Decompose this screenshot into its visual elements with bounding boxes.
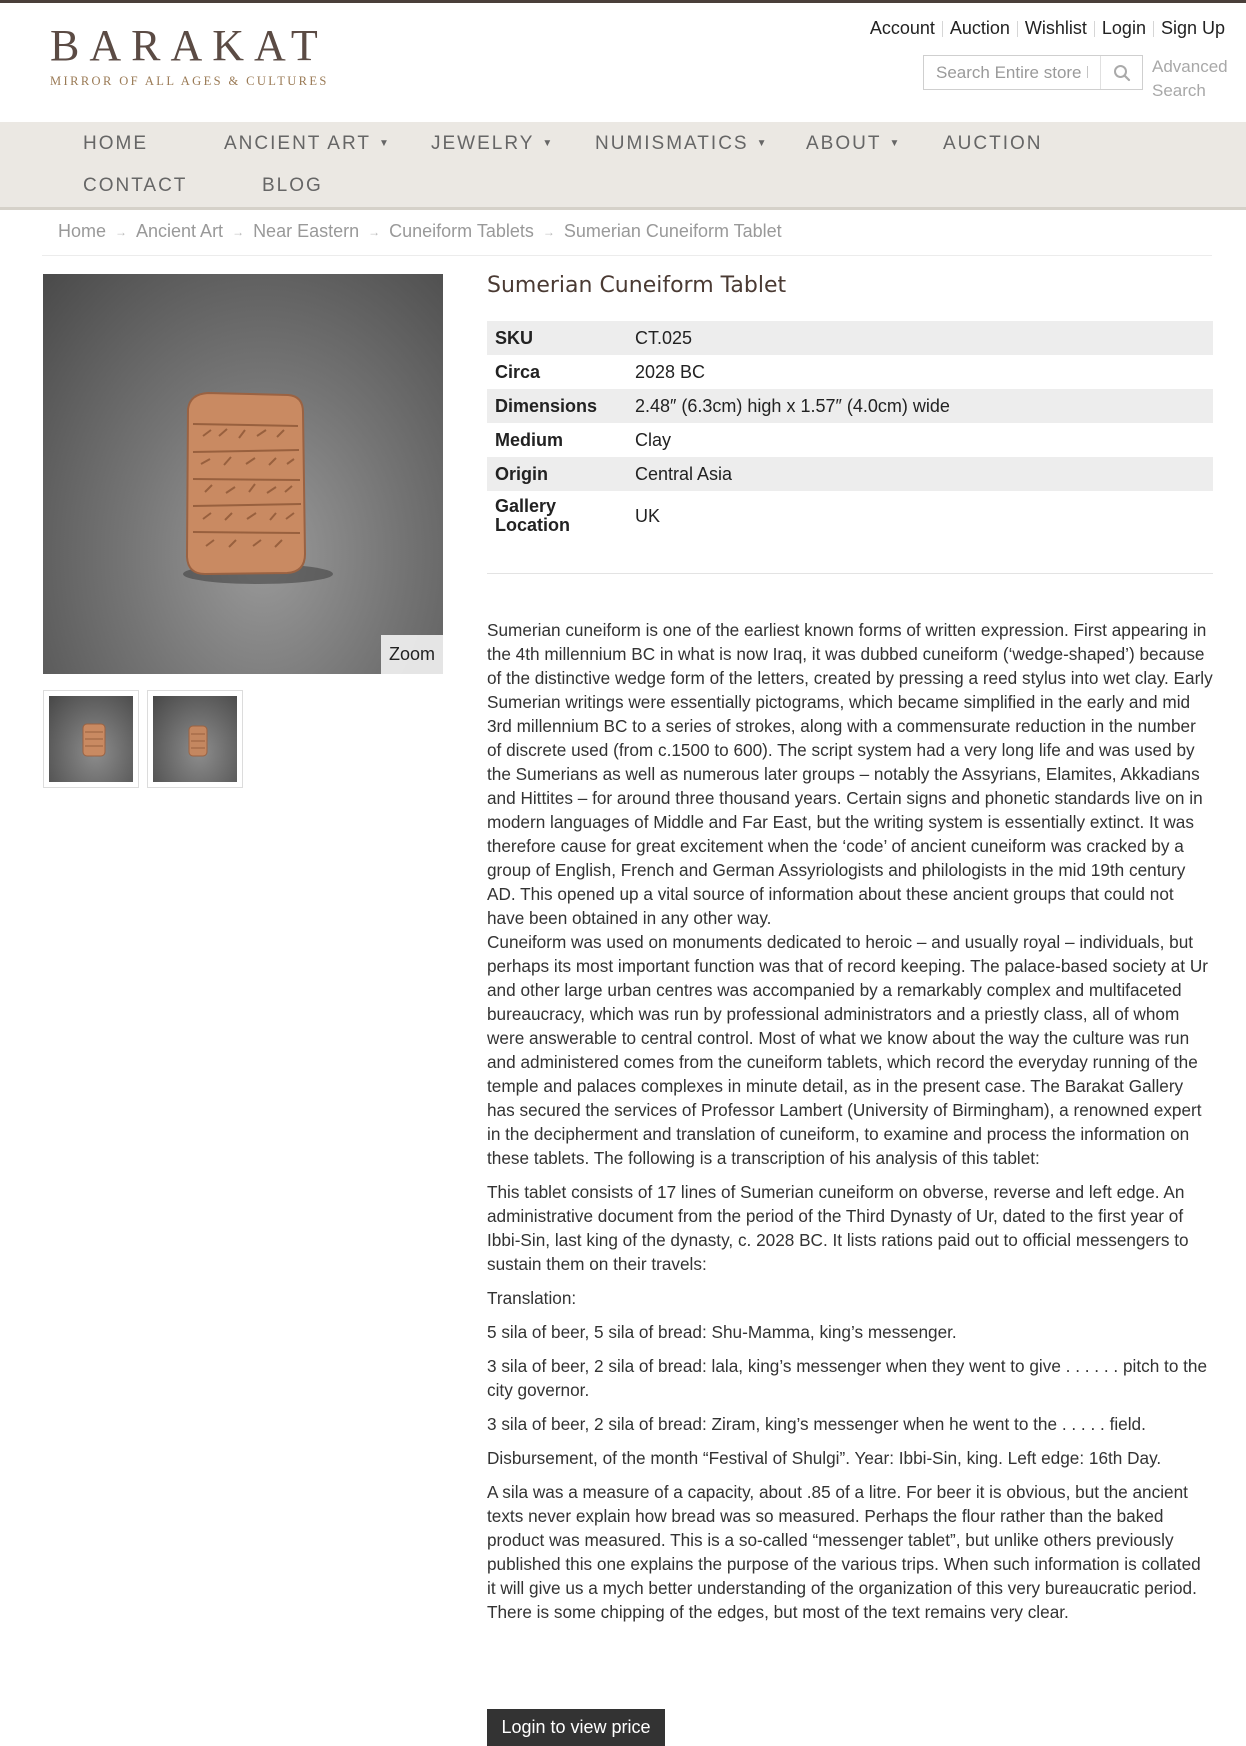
tablet-thumbnail bbox=[49, 696, 133, 782]
spec-row-gallery-location bbox=[487, 491, 1213, 541]
product-title: Sumerian Cuneiform Tablet bbox=[487, 273, 787, 298]
wishlist-link[interactable]: Wishlist bbox=[1024, 18, 1087, 38]
login-link[interactable]: Login bbox=[1101, 18, 1146, 38]
breadcrumb-cuneiform-tablets[interactable]: Cuneiform Tablets bbox=[389, 221, 534, 241]
spec-label: Gallery Location bbox=[487, 491, 627, 541]
nav-blog-label: BLOG bbox=[262, 175, 323, 196]
thumbnail-image bbox=[49, 696, 133, 782]
tablet-illustration bbox=[43, 274, 443, 674]
spec-value: 2.48″ (6.3cm) high x 1.57″ (4.0cm) wide bbox=[627, 389, 1213, 423]
nav-contact[interactable] bbox=[83, 175, 187, 197]
product-description bbox=[487, 618, 1213, 1634]
description-paragraph: Sumerian cuneiform is one of the earliest known forms of written expression. First appearing in the 4th millennium BC in what is now Iraq, it was dubbed cuneiform (‘wedge-shaped’) because of the distinctive wedge form of the letters, created by pressing a reed stylus into wet clay. Early Sumerian writings were essentially pictograms, which became simplified in the early and mid 3rd millennium BC to a series of strokes, along with a commensurate reduction in the number of discrete used (from c.1500 to 600). The script system had a very long life and was used by the Sumerians as well as numerous later groups – notably the Assyrians, Elamites, Akkadians and Hittites – for around three thousand years. Certain signs and phonetic standards live on in modern languages of Middle and Far East, but the writing system is essentially extinct. It was therefore cause for great excitement when the ‘code’ of ancient cuneiform was cracked by a group of English, French and German Assyriologists and philologists in the mid 19th century AD. This opened up a vital source of information about these ancient groups that could not have been obtained in any other way. bbox=[487, 620, 1213, 928]
description-paragraph: 5 sila of beer, 5 sila of bread: Shu-Mamma, king’s messenger. bbox=[487, 1322, 957, 1342]
caret-down-icon: ▼ bbox=[542, 138, 553, 149]
breadcrumb-ancient-art[interactable]: Ancient Art bbox=[136, 221, 224, 241]
spec-value: CT.025 bbox=[627, 321, 1213, 355]
spec-label: Dimensions bbox=[487, 389, 627, 423]
brand-tagline: MIRROR OF ALL AGES & CULTURES bbox=[50, 74, 329, 88]
caret-down-icon: ▼ bbox=[378, 138, 389, 149]
spec-row-origin bbox=[487, 457, 1213, 491]
nav-jewelry[interactable] bbox=[431, 133, 552, 155]
nav-numismatics[interactable] bbox=[595, 133, 767, 155]
arrow-right-icon: → bbox=[542, 224, 555, 239]
divider bbox=[42, 255, 1212, 256]
description-paragraph: Cuneiform was used on monuments dedicated to heroic – and usually royal – individuals, but perhaps its most important function was that of record keeping. The palace-based society at Ur and other large urban centres was accompanied by a remarkably complex and multifaceted bureaucracy, which was run by professional administrators and a priestly class, all of whom were answerable to central control. Most of what we know about the way the culture was run and administered comes from the cuneiform tablets, which record the everyday running of the temple and palaces complexes in minute detail, as in the present case. The Barakat Gallery has secured the services of Professor Lambert (University of Birmingham), a renowned expert in the decipherment and translation of cuneiform, to examine and process the information on these tablets. The following is a transcription of his analysis of this tablet: bbox=[487, 932, 1208, 1168]
thumbnail-image bbox=[153, 696, 237, 782]
spec-label: Circa bbox=[495, 361, 541, 382]
sign-up-link[interactable]: Sign Up bbox=[1160, 18, 1225, 38]
search-icon bbox=[1113, 64, 1131, 82]
nav-blog[interactable] bbox=[262, 175, 323, 197]
caret-down-icon: ▼ bbox=[756, 138, 767, 149]
caret-down-icon: ▼ bbox=[889, 138, 900, 149]
description-paragraph: 3 sila of beer, 2 sila of bread: Ziram, king’s messenger when he went to the . . . . . field. bbox=[487, 1414, 1146, 1434]
spec-value: Central Asia bbox=[627, 457, 1213, 491]
spec-row-sku bbox=[487, 321, 1213, 355]
arrow-right-icon: → bbox=[232, 224, 245, 239]
spec-value: Clay bbox=[635, 429, 672, 450]
thumbnail-1[interactable] bbox=[43, 690, 139, 788]
main-nav bbox=[0, 122, 1246, 210]
breadcrumb-near-eastern[interactable]: Near Eastern bbox=[253, 221, 360, 241]
search-input[interactable] bbox=[924, 56, 1100, 89]
description-paragraph: 3 sila of beer, 2 sila of bread: lala, king’s messenger when they went to give . . . . . . pitch to the city governor. bbox=[487, 1356, 1208, 1400]
zoom-button[interactable]: Zoom bbox=[381, 635, 443, 674]
description-paragraph: Translation: bbox=[487, 1288, 577, 1308]
arrow-right-icon: → bbox=[115, 224, 128, 239]
spec-label: Medium bbox=[495, 429, 564, 450]
nav-numismatics-label: NUMISMATICS bbox=[595, 133, 749, 154]
spec-value: UK bbox=[627, 491, 1213, 541]
nav-jewelry-label: JEWELRY bbox=[431, 133, 535, 154]
login-to-view-price-button[interactable]: Login to view price bbox=[487, 1709, 665, 1746]
description-paragraph: This tablet consists of 17 lines of Sumerian cuneiform on obverse, reverse and left edge. An administrative document from the period of the Third Dynasty of Ur, dated to the first year of Ibbi-Sin, last king of the dynasty, c. 2028 BC. It lists rations paid out to official messengers to sustain them on their travels: bbox=[487, 1182, 1189, 1274]
brand-name: BARAKAT bbox=[50, 21, 328, 70]
thumbnail-2[interactable] bbox=[147, 690, 243, 788]
advanced-search-line1: Advanced bbox=[1152, 57, 1228, 76]
breadcrumb bbox=[58, 221, 782, 242]
nav-about[interactable] bbox=[806, 133, 899, 155]
arrow-right-icon: → bbox=[368, 224, 381, 239]
spec-value: 2028 BC bbox=[635, 361, 706, 382]
breadcrumb-current: Sumerian Cuneiform Tablet bbox=[563, 221, 782, 241]
search-button[interactable] bbox=[1100, 56, 1142, 89]
spec-label: SKU bbox=[487, 321, 627, 355]
tablet-thumbnail bbox=[153, 696, 237, 782]
nav-ancient-art[interactable] bbox=[224, 133, 389, 155]
account-links bbox=[863, 18, 1232, 39]
advanced-search-line2: Search bbox=[1152, 81, 1206, 100]
account-link[interactable]: Account bbox=[869, 18, 935, 38]
nav-home[interactable] bbox=[83, 133, 148, 155]
nav-auction-label: AUCTION bbox=[943, 133, 1043, 154]
spec-row-dimensions bbox=[487, 389, 1213, 423]
top-border bbox=[0, 0, 1246, 3]
description-paragraph: Disbursement, of the month “Festival of Shulgi”. Year: Ibbi-Sin, king. Left edge: 16th Day. bbox=[487, 1448, 1162, 1468]
product-image[interactable] bbox=[43, 274, 443, 674]
description-paragraph: A sila was a measure of a capacity, about .85 of a litre. For beer it is obvious, but the ancient texts never explain how bread was so measured. Perhaps the flour rather than the baked product was measured. This is a so-called “messenger tablet”, but unlike others previously published this one explains the purpose of the various trips. When such information is collated it will give us a mych better understanding of the organization of this very bureaucratic period. There is some chipping of the edges, but most of the text remains very clear. bbox=[487, 1482, 1201, 1622]
divider bbox=[487, 573, 1213, 574]
nav-home-label: HOME bbox=[83, 133, 148, 154]
nav-auction[interactable] bbox=[943, 133, 1043, 155]
advanced-search-link[interactable] bbox=[1152, 55, 1242, 103]
breadcrumb-home[interactable]: Home bbox=[58, 221, 107, 241]
spec-row-medium bbox=[487, 423, 1213, 457]
spec-label: Origin bbox=[487, 457, 627, 491]
nav-ancient-art-label: ANCIENT ART bbox=[224, 133, 371, 154]
brand-logo[interactable] bbox=[50, 21, 330, 89]
spec-row-circa bbox=[487, 355, 1213, 389]
spec-table bbox=[487, 321, 1213, 541]
nav-about-label: ABOUT bbox=[806, 133, 882, 154]
auction-link[interactable]: Auction bbox=[949, 18, 1010, 38]
search-box bbox=[923, 55, 1143, 90]
nav-contact-label: CONTACT bbox=[83, 175, 188, 196]
